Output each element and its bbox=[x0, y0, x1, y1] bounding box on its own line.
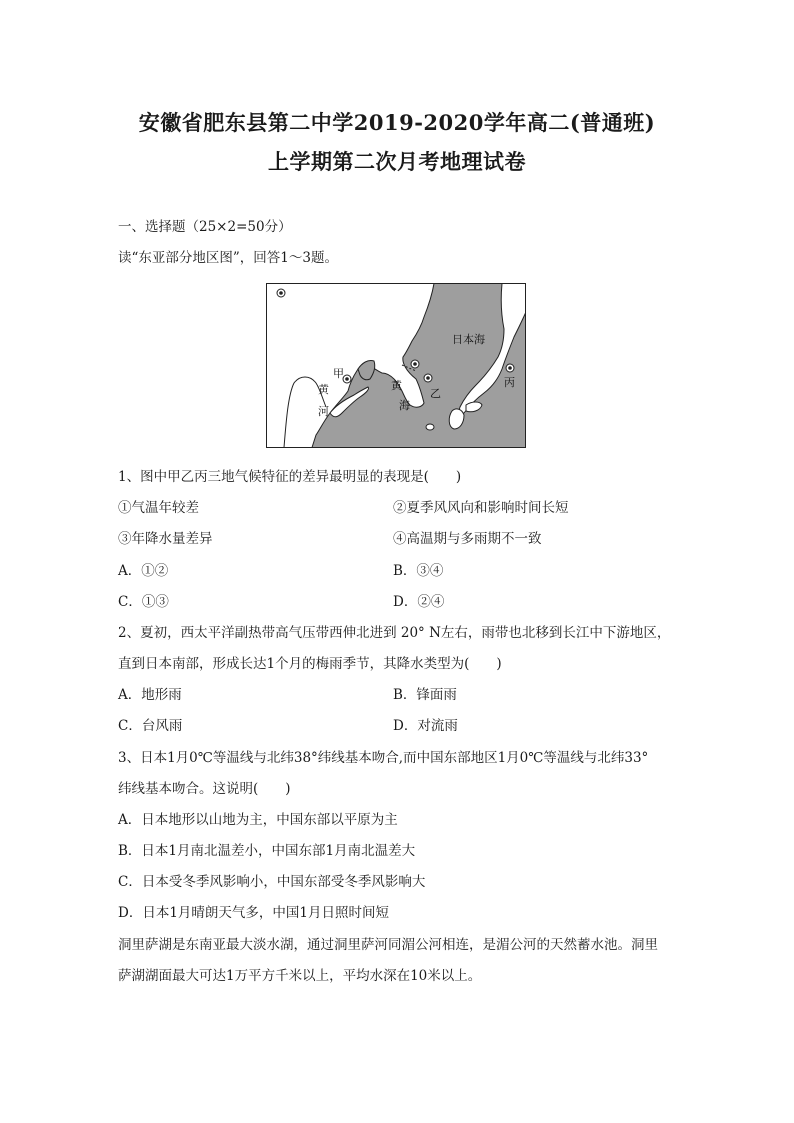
city-marker-bing bbox=[506, 364, 514, 372]
q3-option-b: B．日本1月南北温差小，中国东部1月南北温差大 bbox=[118, 843, 416, 859]
label-yellow-river-1: 黄 bbox=[318, 383, 329, 396]
q3-option-c: C．日本受冬季风影响小，中国东部受冬季风影响大 bbox=[118, 874, 426, 890]
section-intro: 读“东亚部分地区图”，回答1～3题。 bbox=[118, 250, 338, 266]
label-jia: 甲 bbox=[333, 367, 344, 380]
q1-stem: 1、图中甲乙丙三地气候特征的差异最明显的表现是( ) bbox=[118, 469, 462, 485]
q2-option-c: C．台风雨 bbox=[118, 718, 183, 734]
q1-option-b: B．③④ bbox=[393, 563, 444, 579]
city-marker-jia bbox=[343, 375, 351, 383]
city-marker-yi bbox=[424, 374, 432, 382]
q1-option-a: A．①② bbox=[118, 563, 169, 579]
q1-option-d: D．②④ bbox=[393, 594, 445, 610]
q3-stem-line-1: 3、日本1月0℃等温线与北纬38°纬线基本吻合,而中国东部地区1月0℃等温线与北纬33° bbox=[118, 750, 649, 766]
q2-option-d: D．对流雨 bbox=[393, 718, 458, 734]
q2-option-a: A．地形雨 bbox=[118, 687, 182, 703]
section-heading: 一、选择题（25×2=50分） bbox=[118, 219, 292, 235]
q2-option-b: B．锋面雨 bbox=[393, 687, 457, 703]
label-yellow-sea-2: 海 bbox=[399, 399, 410, 412]
title-line-1: 安徽省肥东县第二中学2019-2020学年高二(普通班) bbox=[138, 110, 656, 135]
passage-line-1: 洞里萨湖是东南亚最大淡水湖，通过洞里萨河同湄公河相连，是湄公河的天然蓄水池。洞里 bbox=[118, 937, 658, 953]
q3-option-d: D．日本1月晴朗天气多，中国1月日照时间短 bbox=[118, 905, 390, 921]
q2-stem-line-1: 2、夏初，西太平洋副热带高气压带西伸北进到 20° N左右，雨带也北移到长江中下游地区， bbox=[118, 625, 671, 641]
label-bing: 丙 bbox=[504, 376, 515, 389]
q1-item-3: ③年降水量差异 bbox=[118, 531, 213, 547]
q1-item-2: ②夏季风风向和影响时间长短 bbox=[393, 500, 569, 516]
city-marker-korea-north bbox=[411, 360, 419, 368]
q1-item-1: ①气温年较差 bbox=[118, 500, 199, 516]
label-yi: 乙 bbox=[430, 387, 441, 400]
q1-option-c: C．①③ bbox=[118, 594, 169, 610]
q2-stem-line-2: 直到日本南部，形成长达1个月的梅雨季节，其降水类型为( ) bbox=[118, 656, 502, 672]
label-yellow-sea-1: 黄 bbox=[391, 379, 402, 392]
q1-item-4: ④高温期与多雨期不一致 bbox=[393, 531, 542, 547]
jeju-island bbox=[426, 424, 434, 430]
title-line-2: 上学期第二次月考地理试卷 bbox=[268, 149, 526, 174]
east-asia-map bbox=[266, 283, 526, 448]
q3-option-a: A．日本地形以山地为主，中国东部以平原为主 bbox=[118, 812, 398, 828]
q3-stem-line-2: 纬线基本吻合。这说明( ) bbox=[118, 781, 291, 797]
label-sea-japan: 日本海 bbox=[452, 333, 485, 346]
passage-line-2: 萨湖湖面最大可达1万平方千米以上，平均水深在10米以上。 bbox=[118, 968, 482, 984]
label-yellow-river-2: 河 bbox=[318, 405, 329, 418]
city-marker-top-left bbox=[277, 289, 285, 297]
